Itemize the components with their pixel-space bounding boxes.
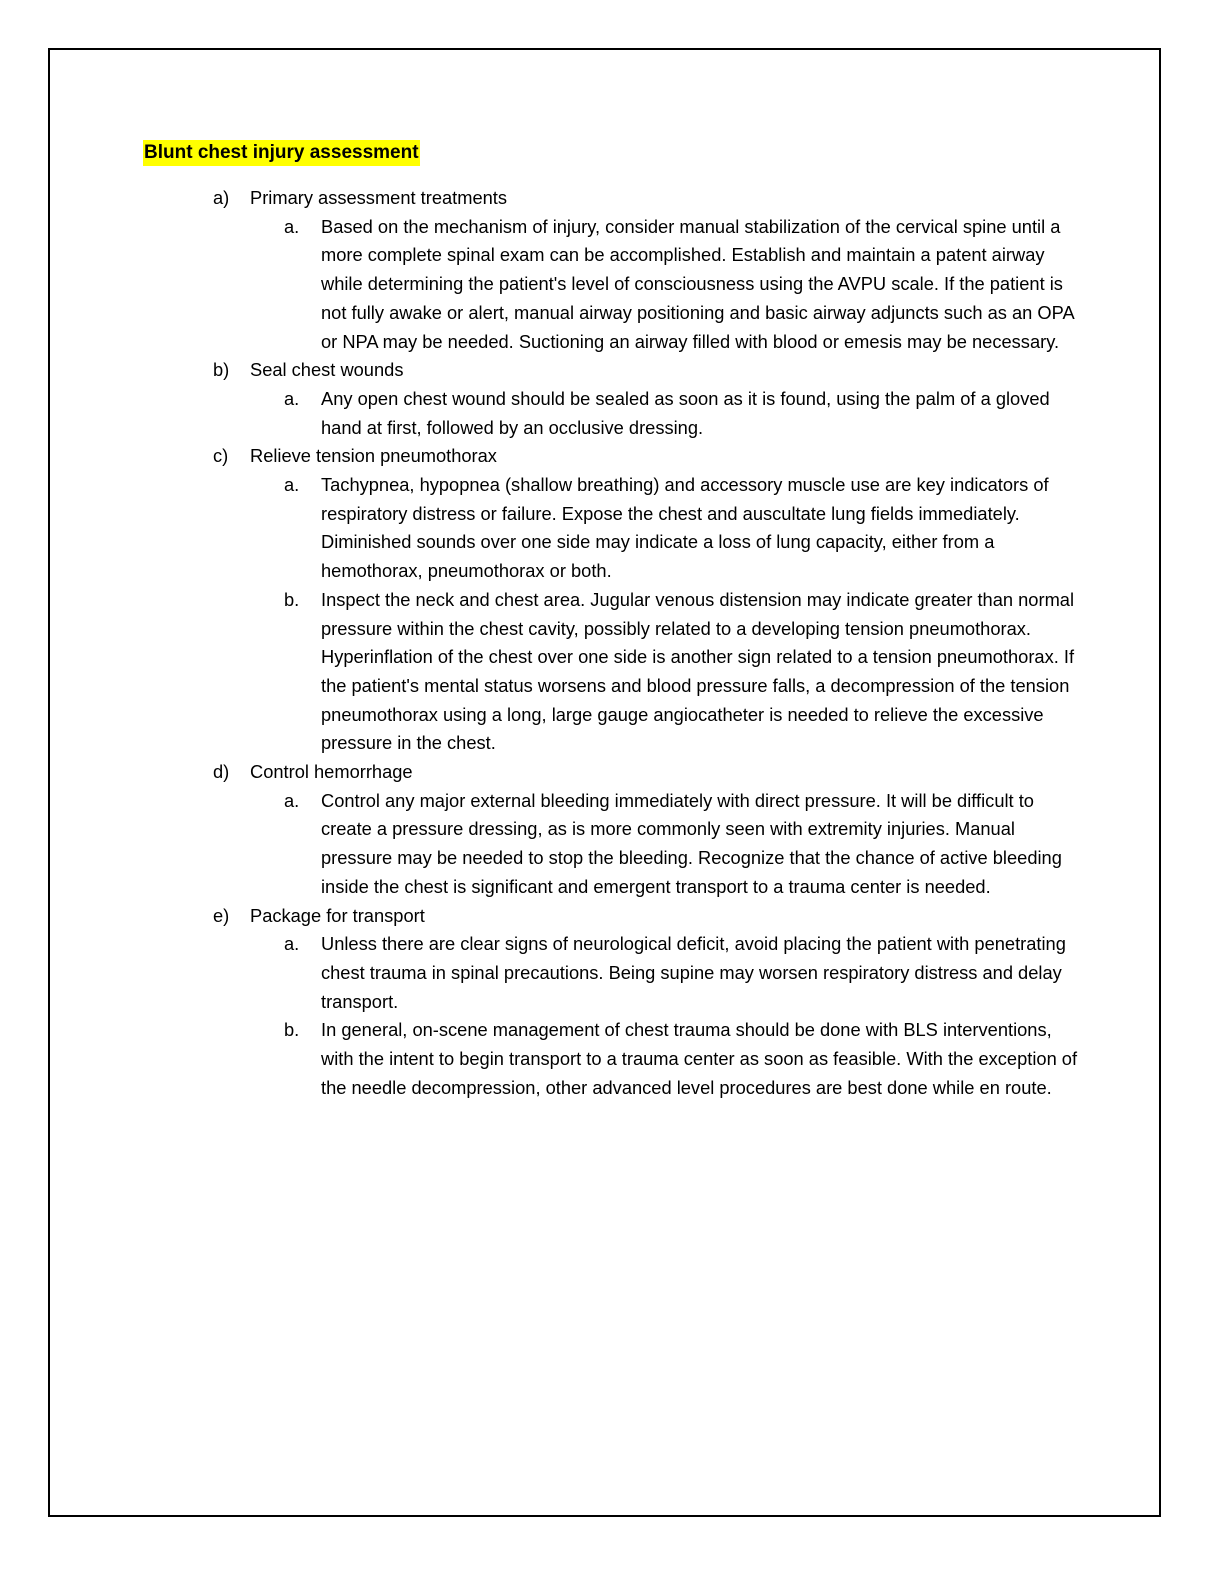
item-marker: b. [284, 1019, 300, 1041]
item-text: Control any major external bleeding immediately with direct pressure. It will be difficult to create a pressure dressing, as is more commonly seen with extremity injuries. Manual pressure may be needed to stop the bleeding. Recognize that the chance of active bleeding inside the chest is significant and emergent transport to a trauma center is needed. [321, 789, 1062, 897]
list-item [250, 385, 1083, 442]
list-item [250, 787, 1083, 902]
section-heading: Primary assessment treatments [250, 187, 508, 208]
section-heading: Package for transport [250, 904, 425, 926]
sub-list [250, 471, 1083, 758]
item-text: Unless there are clear signs of neurological deficit, avoid placing the patient with penetrating chest trauma in spinal precautions. Being supine may worsen respiratory distress and delay transport. [321, 933, 1066, 1012]
sub-list [250, 213, 1083, 357]
item-text: Based on the mechanism of injury, consider manual stabilization of the cervical spine until a more complete spinal exam can be accomplished. Establish and maintain a patent airway while determining the patient's level of consciousness using the AVPU scale. If the patient is not fully awake or alert, manual airway positioning and basic airway adjuncts such as an OPA or NPA may be needed. Suctioning an airway filled with blood or emesis may be necessary. [321, 215, 1074, 352]
section-heading: Seal chest wounds [250, 359, 404, 381]
item-marker: a. [284, 933, 300, 955]
outline-list [213, 184, 1083, 1103]
sub-list [250, 385, 1083, 442]
section-heading: Relieve tension pneumothorax [250, 445, 497, 467]
item-text: In general, on-scene management of chest trauma should be done with BLS interventions, with the intent to begin transport to a trauma center as soon as feasible. With the exception of the needle decompression, other advanced level procedures are best done while en route. [321, 1019, 1078, 1098]
section-marker: d) [213, 761, 230, 783]
section-marker: e) [213, 904, 230, 926]
item-marker: a. [284, 215, 300, 237]
sub-list [250, 930, 1083, 1102]
section-control-hemorrhage [213, 758, 1083, 902]
list-item [250, 1016, 1083, 1102]
section-primary-assessment [213, 184, 1083, 356]
section-marker: c) [213, 445, 229, 467]
section-marker: a) [213, 187, 230, 208]
section-package-for-transport [213, 902, 1083, 1103]
item-marker: b. [284, 588, 300, 610]
list-item [250, 213, 1083, 357]
item-marker: a. [284, 474, 300, 496]
sub-list [250, 787, 1083, 902]
item-text: Any open chest wound should be sealed as soon as it is found, using the palm of a gloved hand at first, followed by an occlusive dressing. [321, 387, 1050, 438]
item-text: Inspect the neck and chest area. Jugular venous distension may indicate greater than normal pressure within the chest cavity, possibly related to a developing tension pneumothorax. Hyperinflation of the chest over one side is another sign related to a tension pneumothorax. If the patient's mental status worsens and blood pressure falls, a decompression of the tension pneumothorax using a long, large gauge angiocatheter is needed to relieve the excessive pressure in the chest. [321, 588, 1075, 754]
item-marker: a. [284, 789, 300, 811]
section-tension-pneumothorax [213, 442, 1083, 758]
list-item [250, 471, 1083, 586]
item-text: Tachypnea, hypopnea (shallow breathing) and accessory muscle use are key indicators of respiratory distress or failure. Expose the chest and auscultate lung fields immediately. Diminished sounds over one side may indicate a loss of lung capacity, either from a hemothorax, pneumothorax or both. [321, 474, 1049, 582]
section-seal-chest-wounds [213, 356, 1083, 442]
list-item [250, 930, 1083, 1016]
list-item [250, 586, 1083, 758]
document-title: Blunt chest injury assessment [143, 140, 420, 166]
item-marker: a. [284, 387, 300, 409]
section-heading: Control hemorrhage [250, 761, 413, 783]
section-marker: b) [213, 359, 230, 381]
